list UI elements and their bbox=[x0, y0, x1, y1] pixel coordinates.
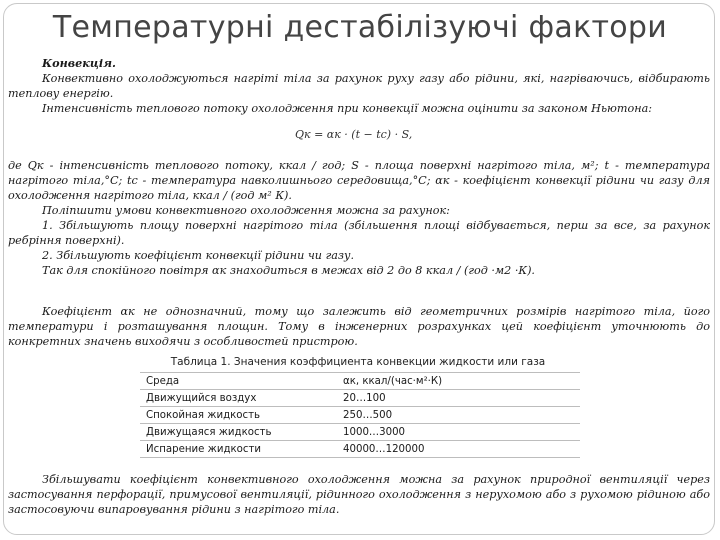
table-caption: Таблица 1. Значения коэффициента конвекции жидкости или газа bbox=[170, 356, 546, 368]
table-header-coefficient: αк, ккал/(час·м²·К) bbox=[337, 373, 580, 390]
table-cell: 1000…3000 bbox=[337, 424, 580, 441]
paragraph-coefficient: Коефіцієнт αк не однозначний, тому що залежить від геометричних розмірів нагрітого тіла, його температури і розташування площин. Тому в інженерних розрахунках цей коефіцієнт уточнюють до конкретних значень виходячи з особливостей пристрою. bbox=[8, 305, 710, 348]
table-cell: 250…500 bbox=[337, 407, 580, 424]
table-row bbox=[140, 441, 580, 458]
table-cell: Движущийся воздух bbox=[140, 390, 337, 407]
table-row bbox=[140, 390, 580, 407]
paragraph-still-air: Так для спокійного повітря αк знаходиться в межах від 2 до 8 ккал / (год ·м2 ·К). bbox=[42, 264, 535, 277]
table-row bbox=[140, 407, 580, 424]
list-item-1: 1. Збільшують площу поверхні нагрітого тіла (збільшення площі відбувається, перш за все, за рахунок ребріння поверхні). bbox=[8, 219, 710, 247]
table-cell: Спокойная жидкость bbox=[140, 407, 337, 424]
paragraph-convection: Конвективно охолоджуються нагріті тіла за рахунок руху газу або рідини, які, нагріваючись, відбирають теплову енергію. bbox=[8, 72, 710, 100]
table-cell: Движущаяся жидкость bbox=[140, 424, 337, 441]
table-cell: 40000…120000 bbox=[337, 441, 580, 458]
coefficient-table-block bbox=[132, 356, 584, 458]
paragraph-ventilation: Збільшувати коефіцієнт конвективного охолодження можна за рахунок природної вентиляції через застосування перфорації, примусової вентиляції, рідинного охолодження з нерухомою або з рухомою рідиною або застосовуючи випаровування рідини з нагрітого тіла. bbox=[8, 473, 710, 516]
slide-title: Температурні дестабілізуючі фактори bbox=[52, 10, 668, 45]
list-item-2: 2. Збільшують коефіцієнт конвекції рідини чи газу. bbox=[42, 249, 355, 262]
newton-formula: Qк = αк · (t − tc) · S, bbox=[295, 128, 413, 141]
text-block-top bbox=[8, 56, 710, 116]
table-header-medium: Среда bbox=[140, 373, 337, 390]
text-block-coefficient bbox=[8, 304, 710, 349]
paragraph-improve: Поліпшити умови конвективного охолодження можна за рахунок: bbox=[42, 204, 450, 217]
section-heading: Конвекція. bbox=[42, 56, 116, 70]
table-row bbox=[140, 424, 580, 441]
table-header-row bbox=[140, 373, 580, 390]
text-block-middle bbox=[8, 158, 710, 278]
coefficient-table bbox=[140, 372, 580, 458]
table-cell: Испарение жидкости bbox=[140, 441, 337, 458]
paragraph-definitions: де Qк - інтенсивність теплового потоку, ккал / год; S - площа поверхні нагрітого тіла, м²; t - температура нагрітого тіла,°С; tc - температура навколишнього середовища,°С; αк - коефіцієнт конвекції рідини чи газу для охолодження нагрітого тіла, ккал / (год м² К). bbox=[8, 159, 710, 202]
text-block-bottom bbox=[8, 472, 710, 517]
paragraph-newton-law: Інтенсивність теплового потоку охолодження при конвекції можна оцінити за законом Ньютона: bbox=[42, 102, 653, 115]
table-cell: 20…100 bbox=[337, 390, 580, 407]
